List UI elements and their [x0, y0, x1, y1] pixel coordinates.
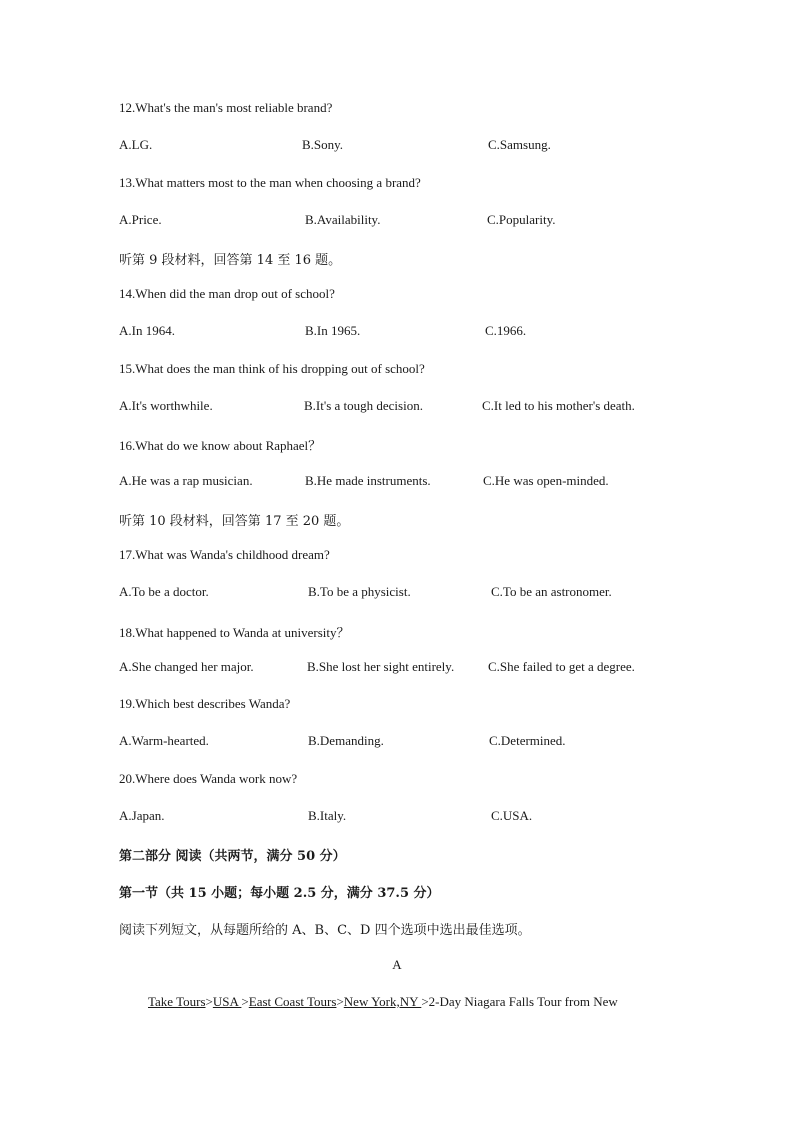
q18-option-a: A.She changed her major.	[119, 659, 254, 674]
breadcrumb-separator: >	[241, 994, 249, 1009]
q14-option-b: B.In 1965.	[305, 323, 361, 338]
q17-option-b: B.To be a physicist.	[308, 584, 411, 599]
q19-option-a: A.Warm-hearted.	[119, 733, 209, 748]
question-20: 20.Where does Wanda work now?	[119, 771, 298, 786]
q20-option-b: B.Italy.	[308, 808, 347, 823]
q13-option-a: A.Price.	[119, 212, 162, 227]
q15-option-a: A.It's worthwhile.	[119, 398, 213, 413]
q14-option-a: A.In 1964.	[119, 323, 175, 338]
q20-option-a: A.Japan.	[119, 808, 165, 823]
question-17: 17.What was Wanda's childhood dream?	[119, 547, 330, 562]
breadcrumb-tail: >2-Day Niagara Falls Tour from New	[421, 994, 618, 1009]
q14-option-c: C.1966.	[485, 323, 527, 338]
q13-option-c: C.Popularity.	[487, 212, 556, 227]
q16-option-c: C.He was open-minded.	[483, 473, 609, 488]
q16-option-a: A.He was a rap musician.	[119, 473, 253, 488]
q18-option-c: C.She failed to get a degree.	[488, 659, 635, 674]
passage-label: A	[392, 957, 402, 972]
reading-directions: 阅读下列短文，从每题所给的 A、B、C、D 四个选项中选出最佳选项。	[119, 923, 531, 938]
q16-option-b: B.He made instruments.	[305, 473, 431, 488]
breadcrumb	[148, 994, 618, 1010]
q19-option-c: C.Determined.	[489, 733, 566, 748]
q13-option-b: B.Availability.	[305, 212, 381, 227]
section-1-title: 第一节（共 15 小题；每小题 2.5 分，满分 37.5 分）	[119, 886, 440, 901]
question-16: 16.What do we know about Raphael？	[119, 438, 322, 453]
breadcrumb-separator: >	[336, 994, 344, 1009]
question-12: 12.What's the man's most reliable brand?	[119, 100, 333, 115]
q15-option-c: C.It led to his mother's death.	[482, 398, 635, 413]
breadcrumb-new-york-link[interactable]: New York,NY	[343, 994, 422, 1009]
q18-option-b: B.She lost her sight entirely.	[307, 659, 455, 674]
q19-option-b: B.Demanding.	[308, 733, 384, 748]
question-13: 13.What matters most to the man when choosing a brand?	[119, 175, 421, 190]
breadcrumb-east-coast-link[interactable]: East Coast Tours	[248, 994, 337, 1009]
q17-option-c: C.To be an astronomer.	[491, 584, 612, 599]
q15-option-b: B.It's a tough decision.	[304, 398, 423, 413]
q12-option-a: A.LG.	[119, 137, 153, 152]
q17-option-a: A.To be a doctor.	[119, 584, 209, 599]
question-19: 19.Which best describes Wanda?	[119, 696, 291, 711]
q12-option-b: B.Sony.	[302, 137, 344, 152]
passage-9-instruction: 听第 9 段材料，回答第 14 至 16 题。	[119, 253, 342, 268]
q12-option-c: C.Samsung.	[488, 137, 551, 152]
question-18: 18.What happened to Wanda at university？	[119, 625, 350, 640]
breadcrumb-separator: >	[205, 994, 213, 1009]
question-14: 14.When did the man drop out of school?	[119, 286, 335, 301]
question-15: 15.What does the man think of his dropping out of school?	[119, 361, 425, 376]
passage-10-instruction: 听第 10 段材料，回答第 17 至 20 题。	[119, 514, 350, 529]
breadcrumb-take-tours-link[interactable]: Take Tours	[148, 994, 206, 1009]
breadcrumb-usa-link[interactable]: USA	[212, 994, 242, 1009]
q20-option-c: C.USA.	[491, 808, 533, 823]
part-2-title: 第二部分 阅读（共两节，满分 50 分）	[119, 849, 346, 864]
